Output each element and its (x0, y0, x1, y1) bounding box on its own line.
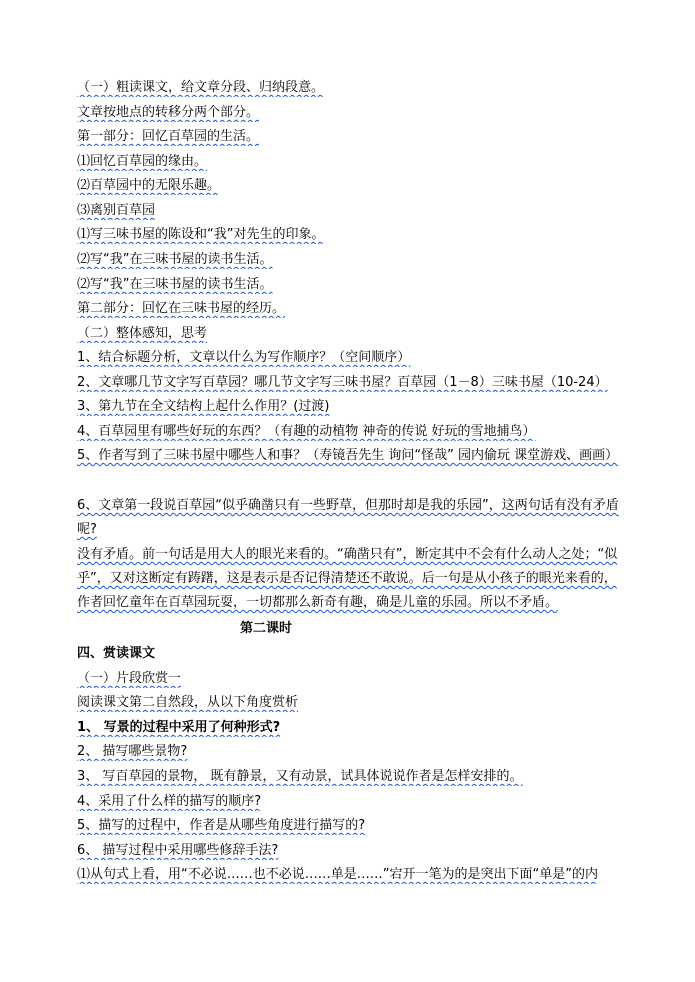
text-line-26: 4、采用了什么样的描写的顺序? (77, 794, 262, 809)
text-line-13: 2、文章哪几节文字写百草园？哪几节文字写三味书屋？百草园（1－8）三味书屋（10-24） (77, 375, 608, 390)
text-line-8: ⑵写“我”在三味书屋的读书生活。 (77, 252, 273, 267)
text-line-22: 阅读课文第二自然段，从以下角度赏析 (77, 695, 299, 710)
text-line-4: ⑴回忆百草园的缘由。 (77, 154, 208, 169)
text-line-27: 5、描写的过程中，作者是从哪些角度进行描写的? (77, 818, 366, 833)
text-line-28: 6、 描写过程中采用哪些修辞手法? (77, 843, 279, 858)
text-line-9: ⑵写“我”在三味书屋的读书生活。 (77, 277, 273, 292)
text-line-17: 6、文章第一段说百草园“似乎确凿只有一些野草，但那时却是我的乐园”，这两句话有没有矛盾呢? (77, 498, 619, 537)
text-line-23: 1、 写景的过程中采用了何种形式? (77, 720, 281, 735)
text-line-15: 4、百草园里有哪些好玩的东西？（有趣的动植物 神奇的传说 好玩的雪地捕鸟） (77, 424, 536, 439)
text-line-6: ⑶离别百草园 (77, 203, 156, 218)
text-line-7: ⑴写三味书屋的陈设和“我”对先生的印象。 (77, 227, 325, 242)
section-heading-second-lesson: 第二课时 (240, 621, 293, 636)
text-line-14: 3、第九节在全文结构上起什么作用？(过渡) (77, 399, 330, 414)
text-line-16: 5、作者写到了三味书屋中哪些人和事？（寿镜吾先生 询问“怪哉” 园内偷玩 课堂游戏、画画） (77, 448, 619, 463)
text-line-24: 2、 描写哪些景物? (77, 744, 188, 759)
text-line-12: 1、结合标题分析，文章以什么为写作顺序？（空间顺序） (77, 350, 411, 365)
section-heading-reading: 四、赏读课文 (77, 646, 156, 661)
text-line-3: 第一部分：回忆百草园的生活。 (77, 129, 260, 144)
text-line-2: 文章按地点的转移分两个部分。 (77, 105, 260, 120)
text-line-1: （一）粗读课文，给文章分段、归纳段意。 (77, 80, 325, 95)
text-line-11: （二）整体感知，思考 (77, 326, 208, 341)
text-line-10: 第二部分：回忆在三味书屋的经历。 (77, 301, 286, 316)
text-line-5: ⑵百草园中的无限乐趣。 (77, 178, 221, 193)
text-line-18: 没有矛盾。前一句话是用大人的眼光来看的。“确凿只有”，断定其中不会有什么动人之处；“似乎”，又对这断定有踌躇，这是表示是否记得清楚还不敢说。后一句是从小孩子的眼光来看的，作者回忆童年在百草园玩耍，一切都那么新奇有趣，确是儿童的乐园。所以不矛盾。 (77, 547, 618, 610)
text-line-25: 3、 写百草园的景物， 既有静景，又有动景，试具体说说作者是怎样安排的。 (77, 769, 523, 784)
text-line-29: ⑴从句式上看，用“不必说……也不必说……单是……”宕开一笔为的是突出下面“单是”的内 (77, 867, 598, 882)
text-line-21: （一）片段欣赏一 (77, 671, 182, 686)
